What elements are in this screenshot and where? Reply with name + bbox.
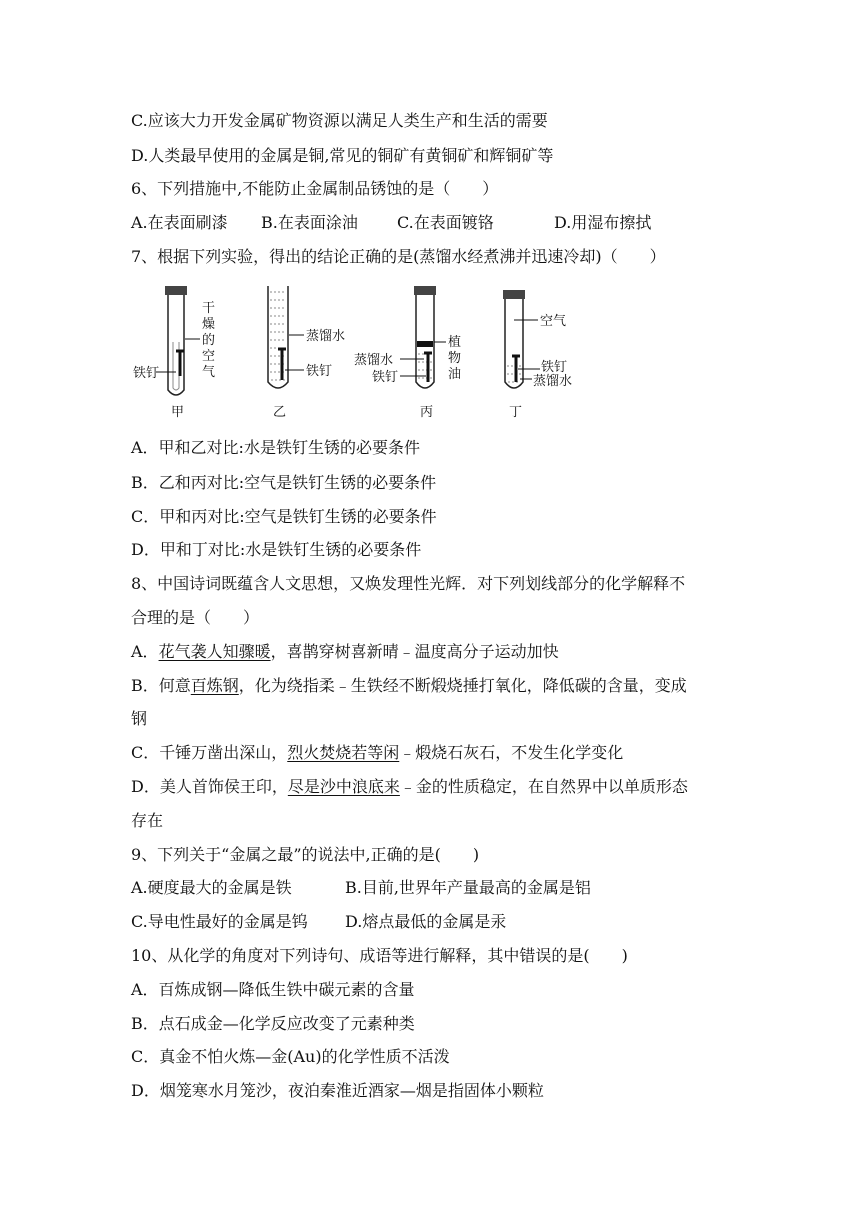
- q8-a-underlined: 花气袭人知骤暖: [158, 642, 271, 661]
- q9-option-c: C.导电性最好的金属是钨: [131, 912, 308, 931]
- jia-air-label-3: 的: [202, 333, 216, 348]
- q6-option-b: B.在表面涂油: [261, 213, 358, 232]
- ding-water-label: 蒸馏水: [533, 374, 573, 389]
- bing-nail-label: 铁钉: [372, 370, 399, 385]
- question-8-line-1: 8、中国诗词既蕴含人文思想，又焕发理性光辉．对下列划线部分的化学解释不: [131, 574, 686, 593]
- q6-option-a: A.在表面刷漆: [131, 213, 228, 232]
- question-10: 10、从化学的角度对下列诗句、成语等进行解释，其中错误的是( ): [131, 946, 628, 965]
- tube-bing: [354, 286, 461, 420]
- jia-nail-label: 铁钉: [133, 366, 160, 381]
- q6-option-c: C.在表面镀铬: [397, 213, 494, 232]
- q8-option-d: [131, 776, 688, 798]
- q8-a-explanation: ，喜鹊穿树喜新晴﹣温度高分子运动加快: [270, 642, 559, 661]
- q10-option-b: B．点石成金—化学反应改变了元素种类: [131, 1014, 415, 1033]
- jia-air-label-5: 气: [202, 365, 216, 380]
- q7-option-d: D．甲和丁对比:水是铁钉生锈的必要条件: [131, 540, 422, 559]
- bing-oil-label-2: 物: [448, 351, 462, 366]
- q8-c-explanation: ﹣煅烧石灰石，不发生化学变化: [399, 743, 624, 762]
- jia-air-label-1: 干: [202, 301, 216, 316]
- q8-option-b-cont: 钢: [131, 709, 148, 728]
- bing-name: 丙: [420, 405, 434, 420]
- q10-option-c: C．真金不怕火炼—金(Au)的化学性质不活泼: [131, 1047, 450, 1066]
- q9-option-d: D.熔点最低的金属是汞: [345, 912, 507, 931]
- yi-nail-label: 铁钉: [306, 364, 333, 379]
- ding-air-label: 空气: [540, 314, 567, 329]
- bing-oil-label-3: 油: [448, 367, 462, 382]
- q8-b-prefix: B．何意: [131, 676, 191, 695]
- q8-d-underlined: 尽是沙中浪底来: [287, 777, 400, 796]
- option-c-prev: C.应该大力开发金属矿物资源以满足人类生产和生活的需要: [131, 111, 548, 130]
- q9-option-b: B.目前,世界年产量最高的金属是铝: [345, 878, 591, 897]
- yi-name: 乙: [273, 405, 287, 420]
- question-6: 6、下列措施中,不能防止金属制品锈蚀的是（ ）: [131, 179, 499, 198]
- q7-option-c: C．甲和丙对比:空气是铁钉生锈的必要条件: [131, 507, 437, 526]
- q9-options-row-2: [131, 911, 506, 933]
- q8-a-prefix: A．: [131, 642, 159, 661]
- q8-b-underlined: 百炼钢: [190, 676, 239, 695]
- jia-air-label-4: 空: [202, 349, 216, 364]
- q8-d-prefix: D．美人首饰侯王印，: [131, 777, 288, 796]
- q8-d-explanation: ﹣金的性质稳定，在自然界中以单质形态: [399, 777, 688, 796]
- q8-option-b: [131, 675, 687, 697]
- jia-air-label-2: 燥: [202, 317, 216, 332]
- question-7: 7、根据下列实验，得出的结论正确的是(蒸馏水经煮沸并迅速冷却)（ ）: [131, 247, 666, 266]
- question-8-line-2: 合理的是（ ）: [131, 608, 260, 627]
- q7-option-a: A．甲和乙对比:水是铁钉生锈的必要条件: [131, 438, 420, 457]
- q8-option-c: [131, 742, 623, 764]
- bing-oil-label-1: 植: [448, 335, 462, 350]
- q8-option-a: [131, 641, 559, 663]
- question-6-options: [131, 212, 651, 234]
- q9-options-row-1: [131, 877, 591, 899]
- jia-name: 甲: [171, 405, 185, 420]
- q9-option-a: A.硬度最大的金属是铁: [131, 878, 292, 897]
- iron-nail-rust-experiment-figure: [128, 282, 608, 424]
- tube-yi: [268, 286, 345, 420]
- q7-option-b: B．乙和丙对比:空气是铁钉生锈的必要条件: [131, 473, 437, 492]
- q8-option-d-cont: 存在: [131, 811, 164, 830]
- bing-water-label: 蒸馏水: [354, 353, 394, 368]
- option-d-prev: D.人类最早使用的金属是铜,常见的铜矿有黄铜矿和辉铜矿等: [131, 146, 554, 165]
- question-9: 9、下列关于“金属之最”的说法中,正确的是( ): [131, 845, 480, 864]
- q8-c-prefix: C．千锤万凿出深山，: [131, 743, 288, 762]
- tube-jia: [133, 286, 215, 420]
- ding-name: 丁: [509, 405, 523, 420]
- q10-option-a: A．百炼成钢—降低生铁中碳元素的含量: [131, 980, 415, 999]
- yi-water-label: 蒸馏水: [306, 329, 346, 344]
- tube-ding: [503, 290, 572, 420]
- q8-b-explanation: ，化为绕指柔﹣生铁经不断煅烧捶打氧化，降低碳的含量，变成: [238, 676, 687, 695]
- ding-nail-label: 铁钉: [541, 360, 568, 375]
- q10-option-d: D．烟笼寒水月笼沙，夜泊秦淮近酒家—烟是指固体小颗粒: [131, 1081, 544, 1100]
- q6-option-d: D.用湿布擦拭: [554, 213, 652, 232]
- q8-c-underlined: 烈火焚烧若等闲: [287, 743, 400, 762]
